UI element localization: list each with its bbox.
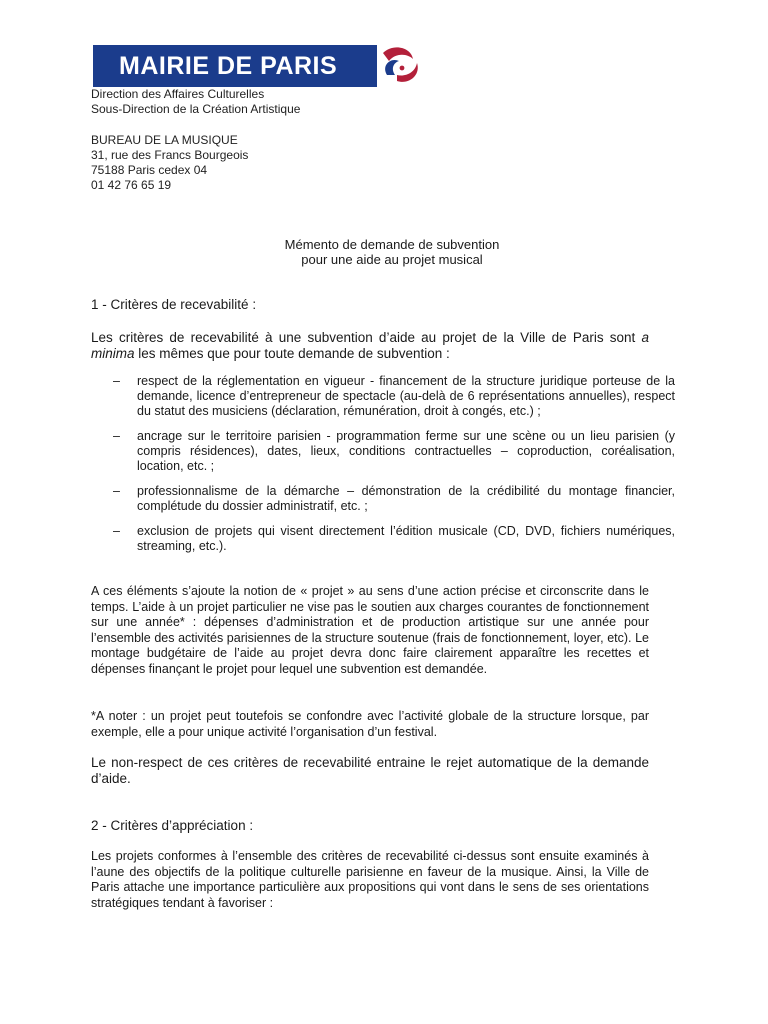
list-item xyxy=(91,429,675,474)
logo-text: MAIRIE DE PARIS xyxy=(119,51,338,80)
intro-start: Les critères de recevabilité à une subvention d’aide au projet de la Ville de Paris sont xyxy=(91,330,636,345)
list-item xyxy=(91,484,675,514)
sender-block xyxy=(91,87,300,193)
address-street: 31, rue des Francs Bourgeois xyxy=(91,148,249,162)
bullet-dash: – xyxy=(113,429,120,443)
rejection-paragraph: Le non-respect de ces critères de recevabilité entraine le rejet automatique de la demande d’aide. xyxy=(91,755,649,786)
section-1-intro xyxy=(91,330,649,362)
bullet-dash: – xyxy=(113,524,120,538)
note-paragraph: *A noter : un projet peut toutefois se confondre avec l’activité globale de la structure lorsque, par exemple, elle a pour unique activité l’organisation d’un festival. xyxy=(91,709,649,739)
address-city: 75188 Paris cedex 04 xyxy=(91,163,208,177)
list-item-text: professionnalisme de la démarche – démonstration de la crédibilité du montage financier, complétude du dossier administratif, etc. ; xyxy=(137,484,675,513)
subdirection-line: Sous-Direction de la Création Artistique xyxy=(91,102,301,116)
section-2-paragraph: Les projets conformes à l’ensemble des critères de recevabilité ci-dessus sont ensuite examinés à l’aune des objectifs de la politique culturelle parisienne en faveur de la musique. Ainsi, la Ville de Paris attache une importance particulière aux propositions qui vont dans le sens de ses orientations stratégiques tendant à favoriser : xyxy=(91,849,649,910)
section-1-heading: 1 - Critères de recevabilité : xyxy=(91,297,257,312)
projet-paragraph: A ces éléments s’ajoute la notion de « projet » au sens d’une action précise et circonscrite dans le temps. L’aide à un projet particulier ne vise pas le soutien aux charges courantes de fonctionnement sur une année* : dépenses d’administration et de production artistique sur une année pour l’ensemble des activités parisiennes de la structure soutenue (frais de fonctionnement, loyer, etc). Le montage budgétaire de l’aide au projet devra donc faire clairement apparaître les recettes et dépenses finançant le projet pour lequel une subvention est demandée. xyxy=(91,584,649,676)
criteria-list xyxy=(91,374,675,564)
section-2-heading: 2 - Critères d’appréciation : xyxy=(91,818,254,833)
bureau-line: BUREAU DE LA MUSIQUE xyxy=(91,133,238,147)
bullet-dash: – xyxy=(113,374,120,388)
list-item xyxy=(91,524,675,554)
document-title xyxy=(130,237,654,267)
title-line-1: Mémento de demande de subvention xyxy=(284,237,500,252)
paris-emblem-icon xyxy=(377,45,423,87)
intro-end: les mêmes que pour toute demande de subvention : xyxy=(138,346,450,361)
list-item-text: respect de la réglementation en vigueur - financement de la structure juridique porteuse de la demande, licence d’entrepreneur de spectacle (au-delà de 6 représentations annuelles), respect du statut des musiciens (déclaration, rémunération, droit à congés, etc.) ; xyxy=(137,374,675,418)
department-line: Direction des Affaires Culturelles xyxy=(91,87,265,101)
intro-emphasis: a minima xyxy=(91,330,649,361)
list-item xyxy=(91,374,675,419)
mairie-de-paris-logo xyxy=(93,45,423,87)
bullet-dash: – xyxy=(113,484,120,498)
list-item-text: exclusion de projets qui visent directement l’édition musicale (CD, DVD, fichiers numériques, streaming, etc.). xyxy=(137,524,675,553)
phone-number: 01 42 76 65 19 xyxy=(91,178,172,192)
list-item-text: ancrage sur le territoire parisien - programmation ferme sur une scène ou un lieu parisien (y compris résidences), dates, lieux, conditions contractuelles – coproduction, coréalisation, location, etc. ; xyxy=(137,429,675,473)
title-line-2: pour une aide au projet musical xyxy=(301,252,483,267)
